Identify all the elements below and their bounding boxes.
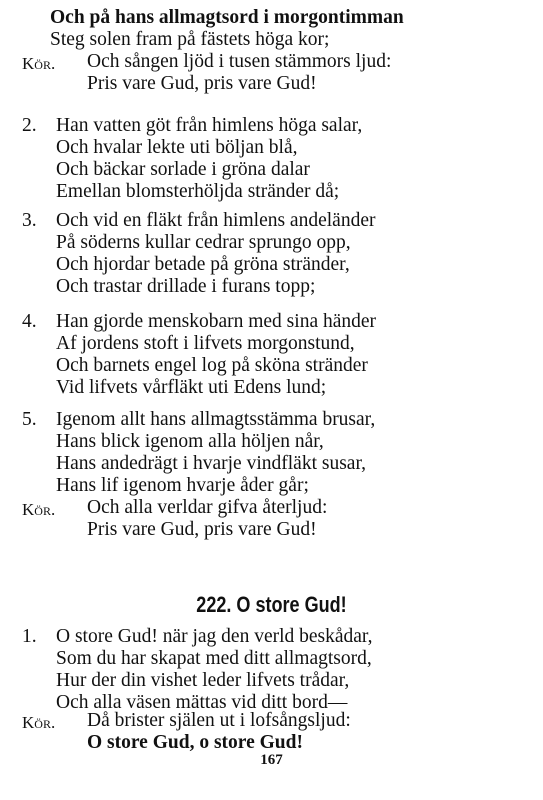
stanza-line: Och barnets engel log på sköna stränder (56, 355, 368, 376)
stanza-line: Hans lif igenom hvarje åder går; (56, 475, 309, 496)
chorus-line: Och alla verldar gifva återljud: (87, 497, 328, 518)
stanza-number: 4. (22, 311, 37, 332)
stanza-line: Hans andedrägt i hvarje vindfläkt susar, (56, 453, 367, 474)
stanza-number: 1. (22, 626, 37, 647)
chorus-line: Pris vare Gud, pris vare Gud! (87, 73, 317, 94)
chorus-line: Då brister själen ut i lofsångsljud: (87, 710, 351, 731)
stanza-line: Och trastar drillade i furans topp; (56, 276, 316, 297)
stanza-line: Och på hans allmagtsord i morgontimman (50, 7, 404, 28)
stanza-number: 5. (22, 409, 37, 430)
stanza-number: 2. (22, 115, 37, 136)
stanza-line: Af jordens stoft i lifvets morgonstund, (56, 333, 355, 354)
hymn-heading: 222. O store Gud! (196, 592, 347, 617)
chorus-label: Kör. (22, 713, 56, 732)
stanza-line: Och bäckar sorlade i gröna dalar (56, 159, 310, 180)
stanza-line: Steg solen fram på fästets höga kor; (50, 29, 330, 50)
chorus-label: Kör. (22, 54, 56, 73)
stanza-line: Hans blick igenom alla höljen når, (56, 431, 324, 452)
page-number: 167 (260, 752, 283, 768)
stanza-line: Hur der din vishet leder lifvets trådar, (56, 670, 350, 691)
stanza-line: Han gjorde menskobarn med sina händer (56, 311, 377, 332)
stanza-line: Igenom allt hans allmagtsstämma brusar, (56, 409, 376, 430)
chorus-line: Pris vare Gud, pris vare Gud! (87, 519, 317, 540)
stanza-line: På söderns kullar cedrar sprungo opp, (56, 232, 351, 253)
stanza-line: Vid lifvets vårfläkt uti Edens lund; (56, 377, 327, 398)
stanza-line: Han vatten göt från himlens höga salar, (56, 115, 363, 136)
chorus-line: O store Gud, o store Gud! (87, 732, 303, 753)
stanza-line: Emellan blomsterhöljda stränder då; (56, 181, 340, 202)
stanza-line: Som du har skapat med ditt allmagtsord, (56, 648, 372, 669)
stanza-line: Och alla väsen mättas vid ditt bord— (56, 692, 348, 713)
stanza-line: Och hvalar lekte uti böljan blå, (56, 137, 298, 158)
chorus-line: Och sången ljöd i tusen stämmors ljud: (87, 51, 392, 72)
stanza-line: O store Gud! när jag den verld beskådar, (56, 626, 373, 647)
stanza-number: 3. (22, 210, 37, 231)
stanza-line: Och hjordar betade på gröna stränder, (56, 254, 350, 275)
chorus-label: Kör. (22, 500, 56, 519)
stanza-line: Och vid en fläkt från himlens andeländer (56, 210, 376, 231)
